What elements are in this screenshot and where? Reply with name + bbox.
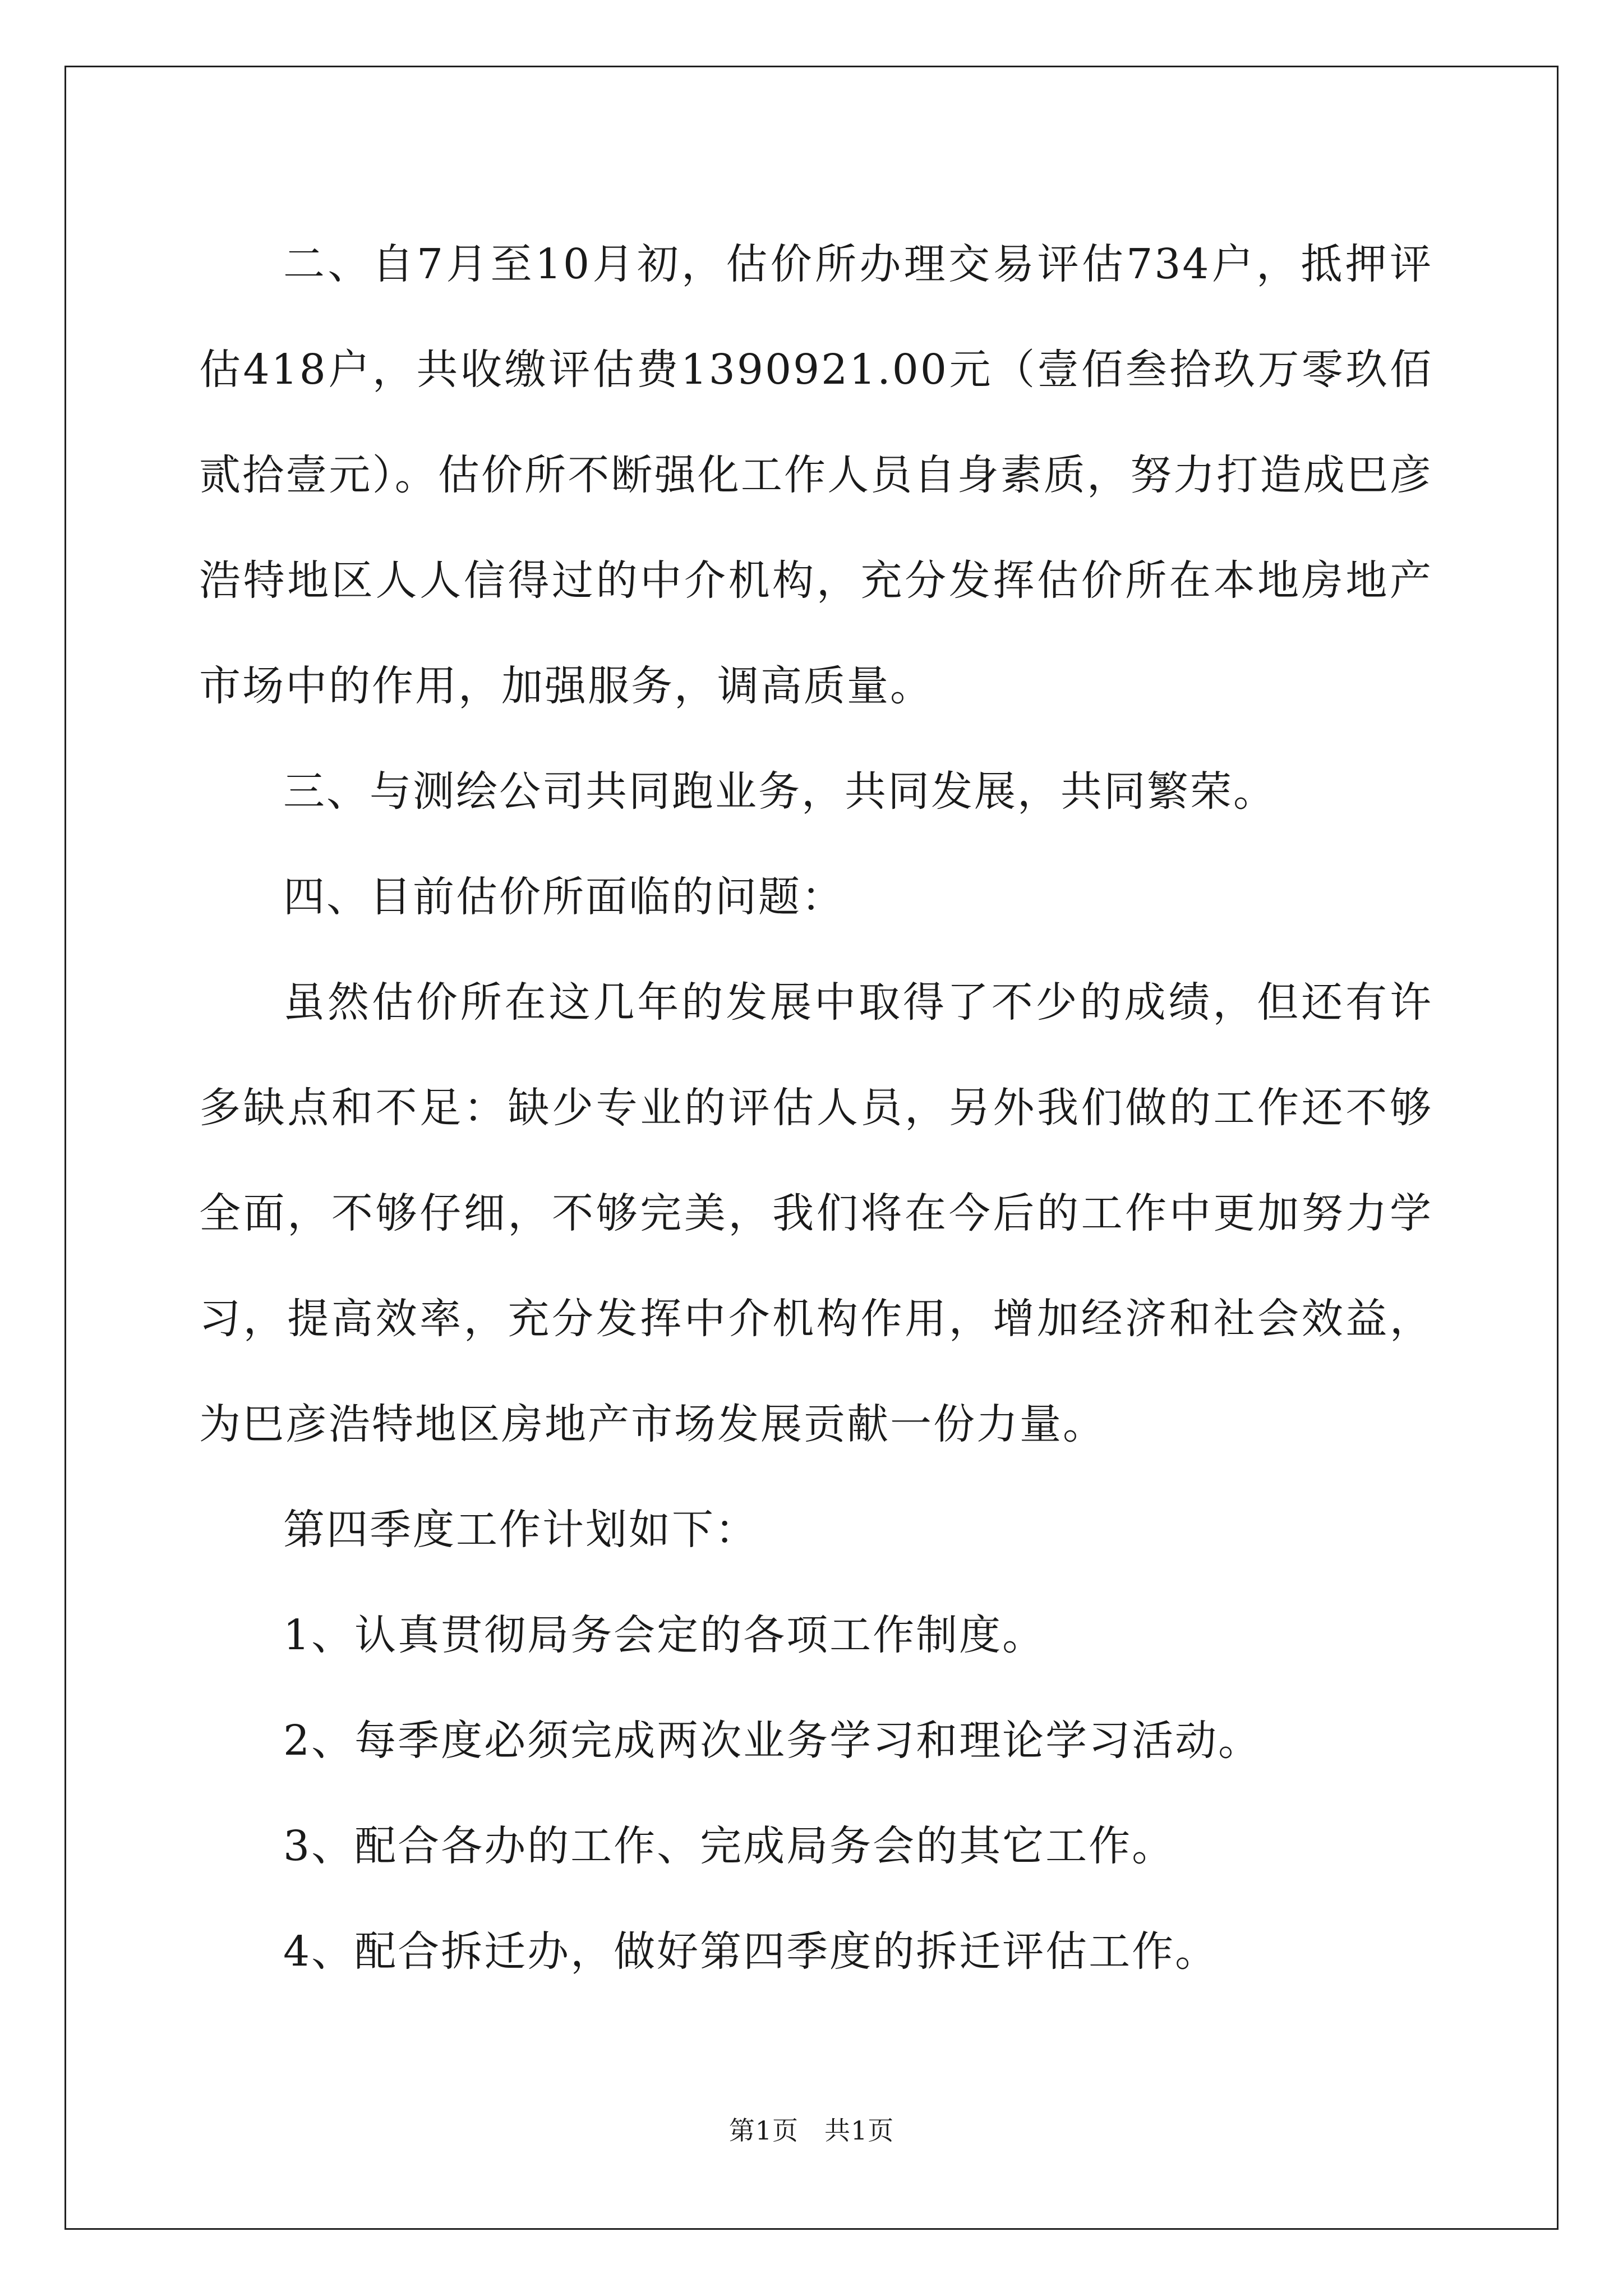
paragraph-problems-heading: 四、目前估价所面临的问题： bbox=[283, 873, 845, 921]
page-number: 第1页 bbox=[728, 2115, 799, 2146]
list-item-plan-1: 1、认真贯彻局务会定的各项工作制度。 bbox=[283, 1611, 1046, 1659]
paragraph-surveying-cooperation: 三、与测绘公司共同跑业务，共同发展，共同繁荣。 bbox=[283, 767, 1276, 816]
list-item-plan-2: 2、每季度必须完成两次业务学习和理论学习活动。 bbox=[283, 1717, 1262, 1765]
list-item-plan-3: 3、配合各办的工作、完成局务会的其它工作。 bbox=[283, 1822, 1175, 1870]
paragraph-q4-plan-heading: 第四季度工作计划如下： bbox=[283, 1506, 758, 1554]
list-item-plan-4: 4、配合拆迁办，做好第四季度的拆迁评估工作。 bbox=[283, 1927, 1219, 1976]
document-body bbox=[199, 211, 1433, 2004]
page-footer bbox=[0, 2114, 1623, 2147]
page-total: 共1页 bbox=[824, 2115, 895, 2146]
paragraph-appraisal-summary: 二、自7月至10月初，估价所办理交易评估734户，抵押评估418户，共收缴评估费1390921.00元（壹佰叁拾玖万零玖佰贰拾壹元）。估价所不断强化工作人员自身素质，努力打造成巴彦浩特地区人人信得过的中介机构，充分发挥估价所在本地房地产市场中的作用，加强服务，调高质量。 bbox=[199, 240, 1433, 710]
paragraph-problems-detail: 虽然估价所在这几年的发展中取得了不少的成绩，但还有许多缺点和不足：缺少专业的评估人员，另外我们做的工作还不够全面，不够仔细，不够完美，我们将在今后的工作中更加努力学习，提高效率，充分发挥中介机构作用，增加经济和社会效益，为巴彦浩特地区房地产市场发展贡献一份力量。 bbox=[199, 978, 1433, 1448]
